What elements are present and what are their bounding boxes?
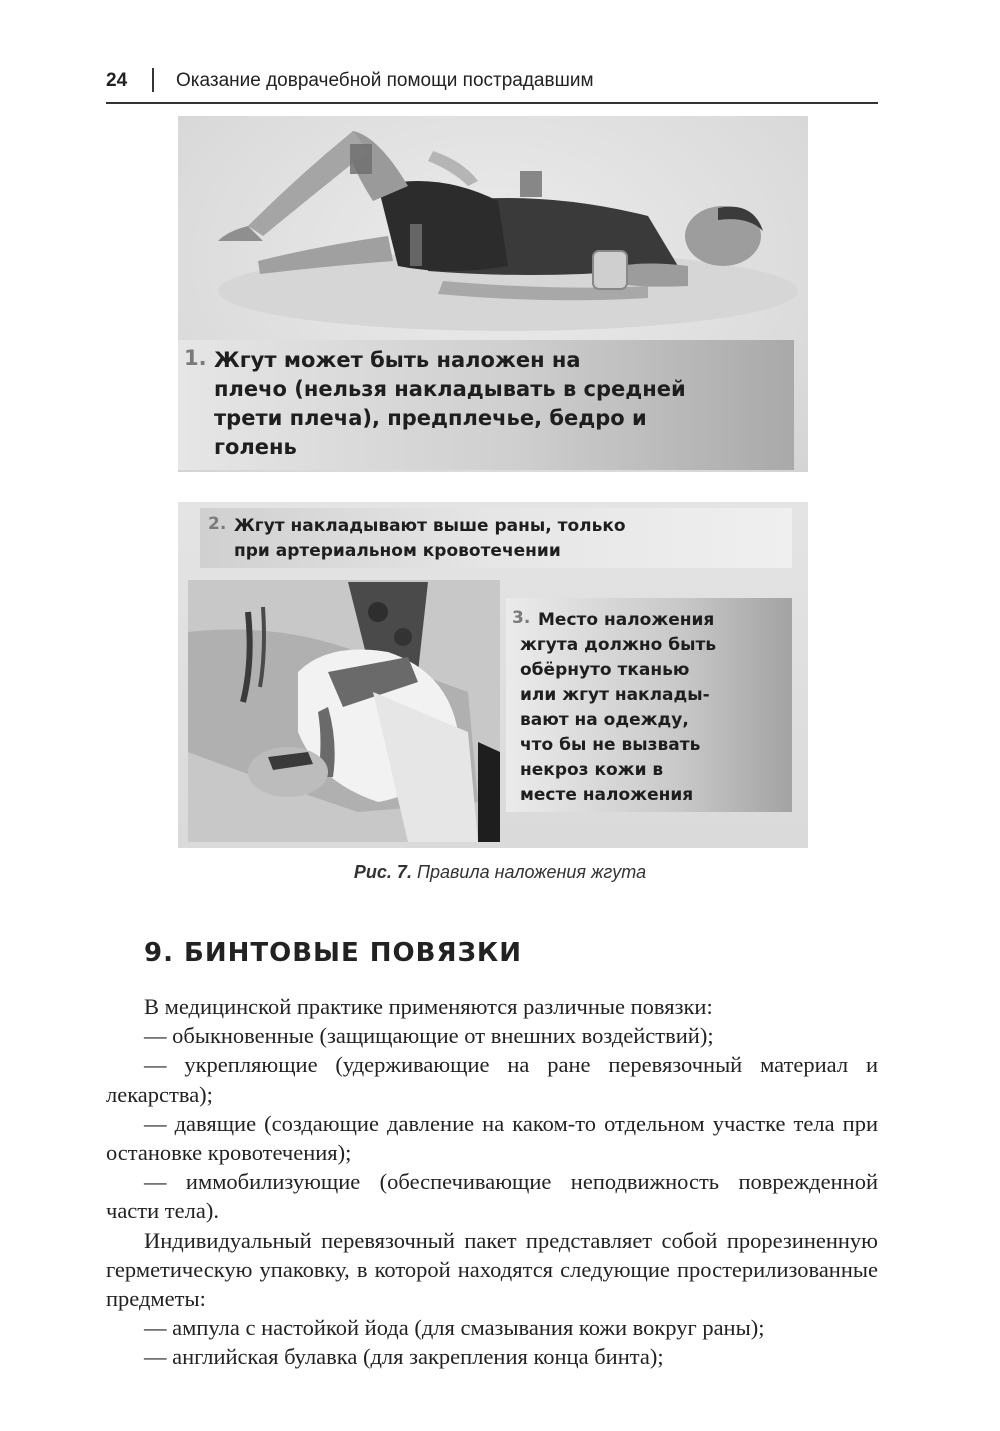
caption-1-text bbox=[214, 346, 784, 462]
caption-3-line: или жгут наклады- bbox=[520, 685, 710, 705]
caption-3-text bbox=[520, 608, 786, 808]
caption-3-line: что бы не вызвать bbox=[520, 735, 701, 755]
caption-2-line: Жгут накладывают выше раны, только bbox=[234, 516, 626, 536]
list-item: — английская булавка (для закрепления конца бинта); bbox=[144, 1344, 664, 1370]
figure-caption-text: Правила наложения жгута bbox=[416, 862, 647, 882]
caption-2-line: при артериальном кровотечении bbox=[234, 541, 561, 561]
caption-3-line: вают на одежду, bbox=[520, 710, 689, 730]
figure-caption bbox=[0, 862, 1000, 883]
caption-box-3 bbox=[506, 598, 792, 812]
caption-3-line: Место наложения bbox=[538, 610, 715, 630]
caption-1-line: голень bbox=[214, 435, 297, 459]
header-divider bbox=[152, 68, 154, 92]
list-item: — давящие (создающие давление на каком-то отдельном участке тела при остановке кровотечения); bbox=[106, 1110, 878, 1166]
running-title: Оказание доврачебной помощи пострадавшим bbox=[176, 70, 594, 91]
caption-1-line: плечо (нельзя накладывать в средней bbox=[214, 377, 686, 401]
paragraph: Индивидуальный перевязочный пакет представляет собой прорезиненную герметическую упаковку, в которой находятся следующие простерилизованные предметы: bbox=[106, 1227, 878, 1312]
caption-3-number: 3. bbox=[512, 608, 531, 628]
list-item: — обыкновенные (защищающие от внешних воздействий); bbox=[144, 1023, 714, 1049]
caption-1-line: трети плеча), предплечье, бедро и bbox=[214, 406, 647, 430]
caption-1-line: Жгут может быть наложен на bbox=[214, 348, 581, 372]
paragraph: В медицинской практике применяются различные повязки: bbox=[144, 994, 713, 1019]
page-number: 24 bbox=[106, 70, 128, 91]
caption-1-number: 1. bbox=[184, 346, 207, 370]
figure-caption-label: Рис. 7. bbox=[353, 862, 412, 882]
caption-box-2 bbox=[200, 508, 792, 568]
caption-3-line: некроз кожи в bbox=[520, 760, 664, 780]
body-text bbox=[106, 992, 878, 1372]
caption-box-1 bbox=[178, 340, 794, 470]
caption-2-number: 2. bbox=[208, 514, 227, 534]
caption-3-line: месте наложения bbox=[520, 785, 694, 805]
caption-3-line: обёрнуто тканью bbox=[520, 660, 690, 680]
running-header bbox=[106, 66, 878, 104]
caption-2-text bbox=[234, 514, 784, 564]
caption-3-line: жгута должно быть bbox=[520, 635, 717, 655]
list-item: — ампула с настойкой йода (для смазывания кожи вокруг раны); bbox=[144, 1315, 765, 1341]
list-item: — иммобилизующие (обеспечивающие неподвижность поврежденной части тела). bbox=[106, 1169, 878, 1224]
section-title: 9. БИНТОВЫЕ ПОВЯЗКИ bbox=[144, 938, 522, 968]
list-item: — укрепляющие (удерживающие на ране перевязочный материал и лекарства); bbox=[106, 1052, 878, 1107]
